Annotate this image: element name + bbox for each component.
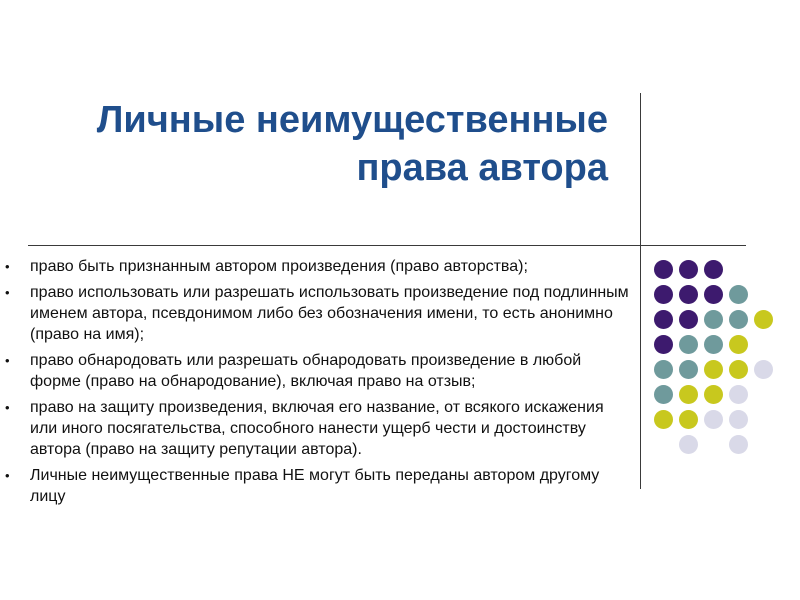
horizontal-divider-line (28, 245, 746, 246)
decorative-dot-purple (679, 285, 698, 304)
decorative-dot-purple (654, 285, 673, 304)
slide-title-line-1: Личные неимущественные (96, 99, 608, 141)
decorative-dot-teal (704, 335, 723, 354)
decorative-dot-olive (704, 385, 723, 404)
decorative-dot-teal (679, 360, 698, 379)
vertical-divider-line (640, 93, 641, 489)
decorative-dot-teal (729, 285, 748, 304)
bullet-icon: • (5, 353, 10, 368)
bullet-item (0, 350, 640, 392)
decorative-dot-lavender (729, 410, 748, 429)
decorative-dot-purple (679, 260, 698, 279)
decorative-dot-lavender (704, 410, 723, 429)
bullet-icon: • (5, 468, 10, 483)
decorative-dot-lavender (729, 435, 748, 454)
decorative-dot-lavender (729, 385, 748, 404)
bullet-icon: • (5, 400, 10, 415)
decorative-dot-olive (704, 360, 723, 379)
decorative-dot-teal (654, 360, 673, 379)
bullet-item (0, 256, 640, 277)
bullet-text: право обнародовать или разрешать обнародовать произведение в любой форме (право на обнародование), включая право на отзыв; (30, 352, 582, 390)
decorative-dot-olive (729, 335, 748, 354)
slide-title (28, 96, 608, 192)
decorative-dot-olive (729, 360, 748, 379)
bullet-list (0, 256, 640, 512)
decorative-dot-teal (679, 335, 698, 354)
decorative-dot-olive (679, 385, 698, 404)
bullet-item (0, 397, 640, 460)
decorative-dot-lavender (754, 360, 773, 379)
bullet-item (0, 282, 640, 345)
decorative-dot-olive (654, 410, 673, 429)
bullet-icon: • (5, 259, 10, 274)
decorative-dot-purple (704, 260, 723, 279)
bullet-text: право быть признанным автором произведения (право авторства); (30, 258, 528, 275)
decorative-dot-olive (679, 410, 698, 429)
decorative-dot-olive (754, 310, 773, 329)
decorative-dot-grid (654, 260, 779, 460)
decorative-dot-teal (654, 385, 673, 404)
bullet-icon: • (5, 285, 10, 300)
decorative-dot-purple (654, 310, 673, 329)
decorative-dot-lavender (679, 435, 698, 454)
bullet-text: Личные неимущественные права НЕ могут быть переданы автором другому лицу (30, 467, 600, 505)
bullet-text: право на защиту произведения, включая его название, от всякого искажения или иного посягательства, способного нанести ущерб чести и достоинству автора (право на защиту репутации автора). (30, 399, 604, 458)
slide-title-line-2: права автора (356, 147, 608, 189)
bullet-item (0, 465, 640, 507)
decorative-dot-purple (704, 285, 723, 304)
decorative-dot-purple (679, 310, 698, 329)
bullet-text: право использовать или разрешать использовать произведение под подлинным именем автора, псевдонимом либо без обозначения имени, то есть анонимно (право на имя); (30, 284, 629, 343)
decorative-dot-teal (729, 310, 748, 329)
decorative-dot-teal (704, 310, 723, 329)
decorative-dot-purple (654, 335, 673, 354)
decorative-dot-purple (654, 260, 673, 279)
